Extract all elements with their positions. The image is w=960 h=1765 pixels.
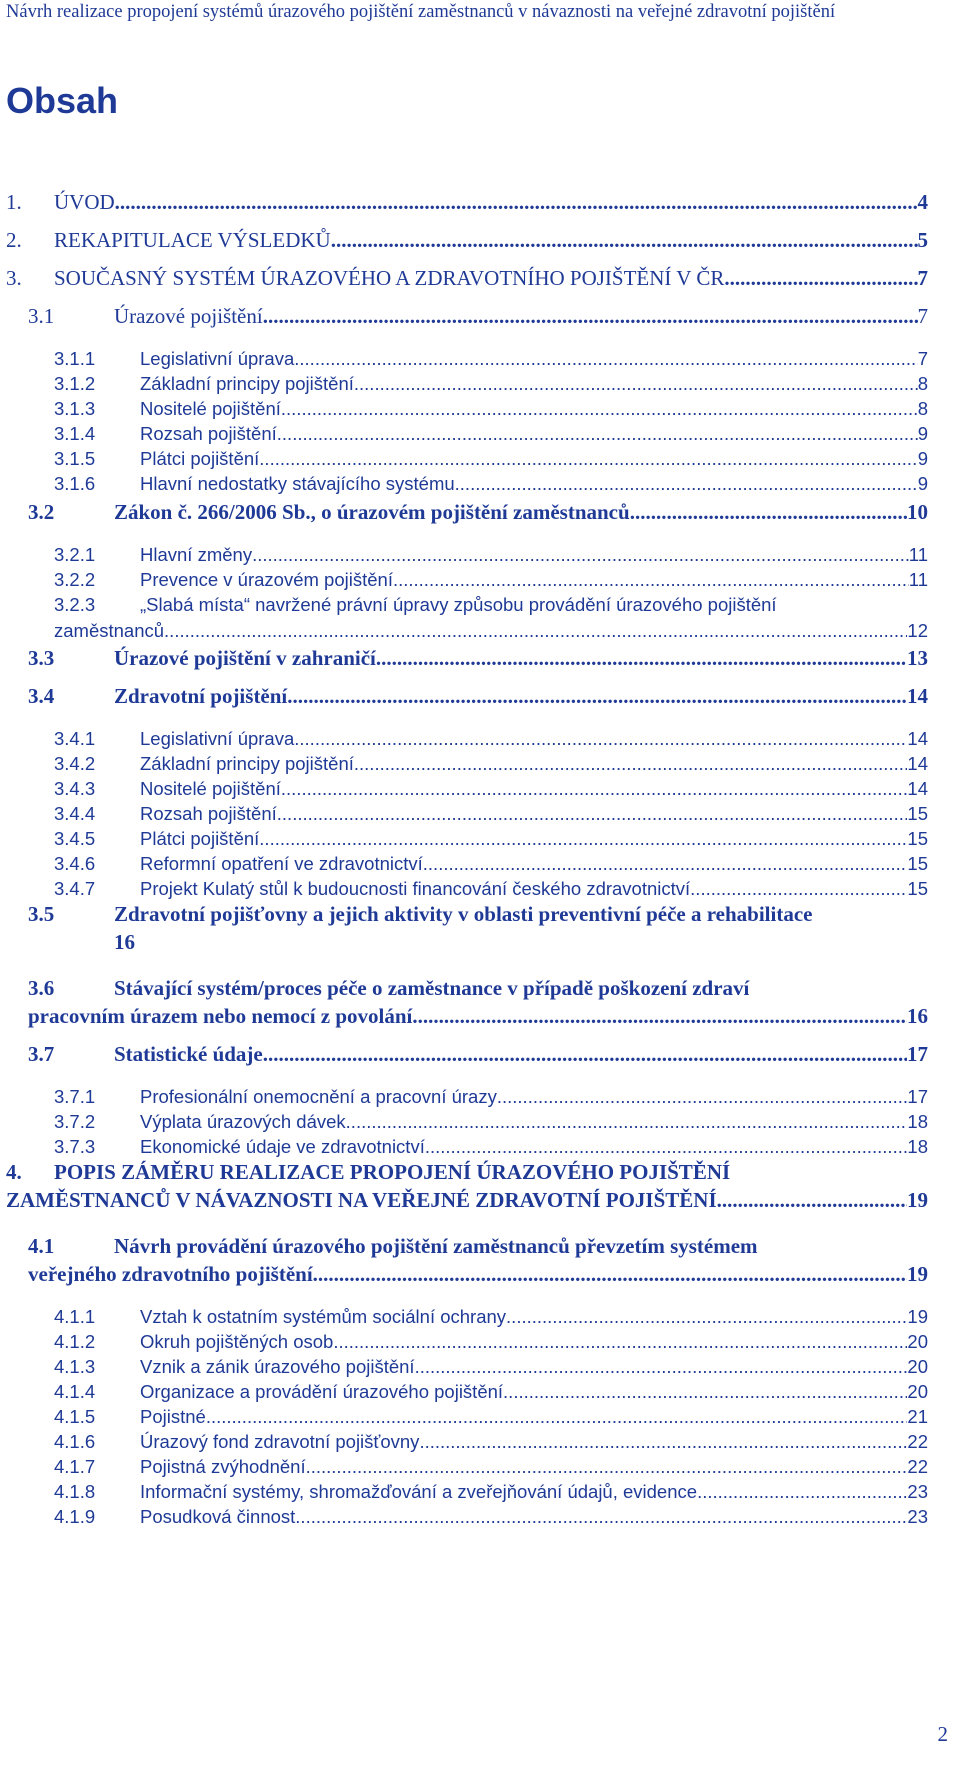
toc-page: 22 (907, 1431, 928, 1452)
toc-number: 3.1.1 (54, 348, 96, 369)
toc-title-continued: zaměstnanců (54, 620, 165, 641)
toc-entry-3-2-3-continued[interactable] (54, 620, 928, 642)
toc-title: Projekt Kulatý stůl k budoucnosti financování českého zdravotnictví (140, 878, 691, 899)
toc-entry-4-1-5[interactable] (54, 1406, 928, 1428)
toc-page: 18 (907, 1111, 928, 1132)
toc-title: Hlavní změny (140, 544, 253, 565)
toc-entry-4[interactable] (6, 1160, 928, 1185)
toc-title: Úrazový fond zdravotní pojišťovny (140, 1431, 420, 1452)
toc-title: Úrazové pojištění (114, 304, 263, 328)
toc-leader (724, 266, 917, 291)
toc-number: 3.4.3 (54, 778, 96, 799)
toc-number: 3.5 (28, 902, 55, 926)
toc-page: 9 (917, 448, 928, 469)
toc-entry-3-6-continued[interactable] (28, 1004, 928, 1029)
toc-entry-3-4-6[interactable] (54, 853, 928, 875)
toc-entry-4-1-9[interactable] (54, 1506, 928, 1528)
toc-entry-4-1-8[interactable] (54, 1481, 928, 1503)
toc-entry-3-4-5[interactable] (54, 828, 928, 850)
toc-title: REKAPITULACE VÝSLEDKŮ (54, 228, 331, 252)
toc-page: 20 (907, 1356, 928, 1377)
toc-page: 23 (907, 1506, 928, 1527)
toc-entry-3-4-3[interactable] (54, 778, 928, 800)
toc-number: 4.1.6 (54, 1431, 96, 1452)
toc-entry-1[interactable] (6, 190, 928, 215)
toc-number: 4.1.5 (54, 1406, 96, 1427)
toc-title: Posudková činnost (140, 1506, 296, 1527)
toc-leader (115, 190, 918, 215)
toc-entry-4-1[interactable] (28, 1234, 928, 1259)
toc-title: „Slabá místa“ navržené právní úpravy způsobu provádění úrazového pojištění (140, 594, 777, 615)
toc-number: 3.1 (28, 304, 55, 328)
toc-page: 4 (917, 190, 928, 214)
toc-entry-3-1-2[interactable] (54, 373, 928, 395)
toc-entry-3-1-1[interactable] (54, 348, 928, 370)
toc-leader (263, 1042, 907, 1067)
toc-entry-3-2-3[interactable] (54, 594, 928, 616)
toc-leader (423, 853, 908, 875)
toc-number: 3.7 (28, 1042, 55, 1066)
toc-entry-3-2-2[interactable] (54, 569, 928, 591)
toc-title: Nositelé pojištění (140, 778, 281, 799)
toc-page: 14 (907, 753, 928, 774)
toc-page: 12 (907, 620, 928, 641)
toc-number: 3.7.1 (54, 1086, 96, 1107)
toc-page: 5 (917, 228, 928, 252)
toc-page: 19 (907, 1262, 928, 1286)
toc-number: 3.2.3 (54, 594, 96, 615)
toc-entry-3-7-1[interactable] (54, 1086, 928, 1108)
running-header: Návrh realizace propojení systémů úrazového pojištění zaměstnanců v návaznosti na veřejné zdravotní pojištění (6, 2, 836, 22)
toc-title: Nositelé pojištění (140, 398, 281, 419)
toc-number: 3.1.5 (54, 448, 96, 469)
toc-title-continued: ZAMĚSTNANCŮ V NÁVAZNOSTI NA VEŘEJNÉ ZDRAVOTNÍ POJIŠTĚNÍ (6, 1188, 717, 1212)
toc-entry-3-4-2[interactable] (54, 753, 928, 775)
toc-page: 17 (907, 1086, 928, 1107)
toc-page: 18 (907, 1136, 928, 1157)
toc-number: 4. (6, 1160, 22, 1184)
toc-title: Ekonomické údaje ve zdravotnictví (140, 1136, 425, 1157)
toc-leader (354, 373, 918, 395)
toc-page: 20 (907, 1331, 928, 1352)
toc-number: 3.1.4 (54, 423, 96, 444)
toc-leader (294, 348, 917, 370)
toc-page: 11 (908, 569, 928, 590)
toc-number: 3.4.6 (54, 853, 96, 874)
toc-title: Rozsah pojištění (140, 423, 277, 444)
toc-page: 8 (917, 398, 928, 419)
toc-number: 3.4 (28, 684, 55, 708)
toc-leader (346, 1111, 908, 1133)
toc-leader (259, 448, 917, 470)
toc-leader (455, 473, 918, 495)
toc-leader (376, 646, 907, 671)
toc-number: 4.1.8 (54, 1481, 96, 1502)
toc-entry-4-continued[interactable] (6, 1188, 928, 1213)
page-title: Obsah (6, 80, 119, 121)
toc-entry-4-1-continued[interactable] (28, 1262, 928, 1287)
toc-leader (497, 1086, 908, 1108)
toc-leader (506, 1306, 907, 1328)
toc-leader (717, 1188, 907, 1213)
toc-title: Organizace a provádění úrazového pojištění (140, 1381, 504, 1402)
toc-number: 2. (6, 228, 22, 252)
toc-page: 15 (907, 828, 928, 849)
toc-leader (697, 1481, 907, 1503)
toc-page: 11 (908, 544, 928, 565)
toc-title: Návrh provádění úrazového pojištění zaměstnanců převzetím systémem (114, 1234, 758, 1258)
toc-page: 16 (907, 1004, 928, 1028)
toc-title: Pojistné (140, 1406, 206, 1427)
toc-entry-3-3[interactable] (28, 646, 928, 671)
toc-number: 3.4.7 (54, 878, 96, 899)
toc-leader (277, 803, 908, 825)
toc-number: 3.4.5 (54, 828, 96, 849)
toc-page: 14 (907, 684, 928, 708)
toc-leader (331, 228, 918, 253)
toc-leader (313, 1262, 907, 1287)
toc-entry-4-1-3[interactable] (54, 1356, 928, 1378)
toc-page: 7 (917, 304, 928, 328)
toc-entry-4-1-6[interactable] (54, 1431, 928, 1453)
toc-entry-3-1-3[interactable] (54, 398, 928, 420)
toc-title: Plátci pojištění (140, 448, 260, 469)
toc-page: 8 (917, 373, 928, 394)
toc-page: 19 (907, 1306, 928, 1327)
toc-title: Zdravotní pojišťovny a jejich aktivity v oblasti preventivní péče a rehabilitace (114, 902, 813, 926)
toc-number: 3.1.2 (54, 373, 96, 394)
toc-title: Základní principy pojištění (140, 373, 354, 394)
toc-entry-3[interactable] (6, 266, 928, 291)
toc-page: 22 (907, 1456, 928, 1477)
toc-entry-3-4-7[interactable] (54, 878, 928, 900)
toc-entry-4-1-7[interactable] (54, 1456, 928, 1478)
toc-title: Informační systémy, shromažďování a zveřejňování údajů, evidence (140, 1481, 698, 1502)
toc-page: 15 (907, 853, 928, 874)
toc-entry-3-6[interactable] (28, 976, 928, 1001)
toc-title: Rozsah pojištění (140, 803, 277, 824)
toc-entry-3-4-4[interactable] (54, 803, 928, 825)
toc-number: 3.2 (28, 500, 55, 524)
toc-title: Zdravotní pojištění (114, 684, 288, 708)
toc-title: Výplata úrazových dávek (140, 1111, 346, 1132)
toc-number: 4.1.1 (54, 1306, 96, 1327)
toc-title: SOUČASNÝ SYSTÉM ÚRAZOVÉHO A ZDRAVOTNÍHO POJIŠTĚNÍ V ČR (54, 266, 725, 290)
toc-number: 4.1.2 (54, 1331, 96, 1352)
toc-number: 1. (6, 190, 22, 214)
toc-title: POPIS ZÁMĚRU REALIZACE PROPOJENÍ ÚRAZOVÉHO POJIŠTĚNÍ (54, 1160, 731, 1184)
toc-entry-3-1[interactable] (28, 304, 928, 329)
toc-number: 4.1.4 (54, 1381, 96, 1402)
toc-title: ÚVOD (54, 190, 115, 214)
toc-title: Plátci pojištění (140, 828, 260, 849)
toc-leader (415, 1356, 908, 1378)
toc-leader (419, 1431, 907, 1453)
toc-entry-3-4[interactable] (28, 684, 928, 709)
toc-title-continued: veřejného zdravotního pojištění (28, 1262, 313, 1286)
toc-entry-3-1-5[interactable] (54, 448, 928, 470)
toc-leader (281, 778, 908, 800)
toc-leader (412, 1004, 907, 1029)
toc-entry-3-2[interactable] (28, 500, 928, 525)
toc-leader (425, 1136, 908, 1158)
toc-title: Stávající systém/proces péče o zaměstnance v případě poškození zdraví (114, 976, 750, 1000)
toc-leader (252, 544, 909, 566)
toc-number: 3.2.2 (54, 569, 96, 590)
toc-number: 3.6 (28, 976, 55, 1000)
toc-leader (690, 878, 907, 900)
toc-title: Vznik a zánik úrazového pojištění (140, 1356, 415, 1377)
toc-leader (164, 620, 907, 642)
toc-page: 19 (907, 1188, 928, 1212)
toc-title-continued: pracovním úrazem nebo nemocí z povolání (28, 1004, 413, 1028)
toc-entry-3-7-2[interactable] (54, 1111, 928, 1133)
toc-title: Vztah k ostatním systémům sociální ochrany (140, 1306, 507, 1327)
toc-entry-3-1-6[interactable] (54, 473, 928, 495)
toc-page: 23 (907, 1481, 928, 1502)
toc-leader (393, 569, 909, 591)
toc-number: 3.4.4 (54, 803, 96, 824)
toc-page: 10 (907, 500, 928, 524)
toc-entry-3-5[interactable] (28, 902, 928, 927)
toc-number: 4.1.7 (54, 1456, 96, 1477)
toc-entry-4-1-4[interactable] (54, 1381, 928, 1403)
toc-entry-4-1-2[interactable] (54, 1331, 928, 1353)
toc-title: Statistické údaje (114, 1042, 263, 1066)
toc-title: Úrazové pojištění v zahraničí (114, 646, 376, 670)
toc-title: Profesionální onemocnění a pracovní úrazy (140, 1086, 497, 1107)
toc-title-continued: 16 (114, 930, 135, 954)
toc-leader (333, 1331, 907, 1353)
toc-leader (259, 828, 907, 850)
toc-page: 7 (917, 348, 928, 369)
toc-leader (281, 398, 918, 420)
toc-title: Okruh pojištěných osob (140, 1331, 334, 1352)
toc-title: Prevence v úrazovém pojištění (140, 569, 393, 590)
toc-number: 3.1.6 (54, 473, 96, 494)
toc-page: 14 (907, 728, 928, 749)
toc-leader (630, 500, 907, 525)
toc-page: 13 (907, 646, 928, 670)
toc-number: 4.1.9 (54, 1506, 96, 1527)
toc-number: 4.1 (28, 1234, 55, 1258)
toc-entry-3-7-3[interactable] (54, 1136, 928, 1158)
toc-number: 3.2.1 (54, 544, 96, 565)
toc-number: 3.3 (28, 646, 55, 670)
toc-entry-3-2-1[interactable] (54, 544, 928, 566)
toc-page: 9 (917, 423, 928, 444)
toc-page: 14 (907, 778, 928, 799)
toc-number: 4.1.3 (54, 1356, 96, 1377)
toc-leader (306, 1456, 908, 1478)
toc-leader (354, 753, 908, 775)
toc-page: 20 (907, 1381, 928, 1402)
toc-number: 3.4.2 (54, 753, 96, 774)
toc-title: Zákon č. 266/2006 Sb., o úrazovém pojištění zaměstnanců (114, 500, 630, 524)
toc-title: Legislativní úprava (140, 348, 295, 369)
toc-title: Pojistná zvýhodnění (140, 1456, 306, 1477)
toc-entry-3-7[interactable] (28, 1042, 928, 1067)
toc-entry-4-1-1[interactable] (54, 1306, 928, 1328)
toc-title: Hlavní nedostatky stávajícího systému (140, 473, 455, 494)
toc-page: 7 (917, 266, 928, 290)
page-number: 2 (937, 1722, 948, 1746)
toc-leader (287, 684, 907, 709)
toc-leader (294, 728, 907, 750)
toc-page: 9 (917, 473, 928, 494)
toc-number: 3.1.3 (54, 398, 96, 419)
toc-entry-3-4-1[interactable] (54, 728, 928, 750)
toc-leader (503, 1381, 907, 1403)
toc-leader (263, 304, 918, 329)
toc-entry-3-1-4[interactable] (54, 423, 928, 445)
toc-page: 21 (907, 1406, 928, 1427)
toc-number: 3.7.2 (54, 1111, 96, 1132)
toc-leader (295, 1506, 907, 1528)
toc-title: Legislativní úprava (140, 728, 295, 749)
toc-entry-2[interactable] (6, 228, 928, 253)
toc-title: Základní principy pojištění (140, 753, 354, 774)
toc-leader (277, 423, 918, 445)
toc-page: 17 (907, 1042, 928, 1066)
toc-page: 15 (907, 878, 928, 899)
toc-page: 15 (907, 803, 928, 824)
toc-entry-3-5-continued[interactable] (114, 930, 928, 955)
toc-number: 3.7.3 (54, 1136, 96, 1157)
toc-leader (206, 1406, 908, 1428)
toc-number: 3.4.1 (54, 728, 96, 749)
toc-title: Reformní opatření ve zdravotnictví (140, 853, 423, 874)
toc-number: 3. (6, 266, 22, 290)
